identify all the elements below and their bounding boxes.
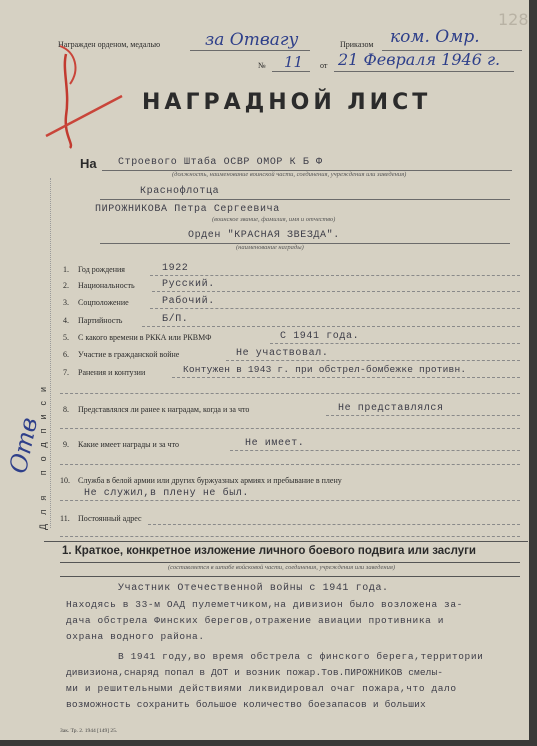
narrative-line: В 1941 году,во время обстрела с финского берега,территории	[118, 651, 484, 662]
archive-corner-number: 128	[498, 10, 529, 29]
field-value: Не имеет.	[245, 438, 305, 449]
name-caption: (воинское звание, фамилия, имя и отчество)	[212, 216, 336, 223]
field-label: Партийность	[78, 316, 123, 325]
narrative-line: ми и решительными действиями ликвидировал очаг пожара,что дало	[66, 683, 457, 694]
field-value: Б/П.	[162, 314, 189, 325]
field-value: Не представлялся	[338, 403, 444, 414]
side-handwritten-note: Отв	[4, 414, 44, 476]
award-caption: (наименование награды)	[236, 244, 304, 251]
field-label: Представлялся ли ранее к наградам, когда и за что	[78, 405, 250, 414]
field-value: Не служил,в плену не был.	[84, 488, 250, 499]
field-label: Ранения и контузии	[78, 368, 146, 377]
field-label: Участие в гражданской войне	[78, 350, 180, 359]
field-label: С какого времени в РККА или РКВМФ	[78, 333, 212, 342]
section1-caption: (составляется в штабе войсковой части, соединения, учреждения или заведения)	[168, 564, 396, 571]
narrative-line: дивизиона,снаряд попал в ДОТ и возник пожар.Тов.ПИРОЖНИКОВ смелы-	[66, 667, 444, 678]
field-value: С 1941 года.	[280, 331, 360, 342]
field-value: 1922	[162, 263, 189, 274]
section1-title: 1. Краткое, конкретное изложение личного боевого подвига или заслуги	[62, 545, 476, 557]
field-label: Соцположение	[78, 298, 129, 307]
scan-edge-right	[529, 0, 537, 746]
narrative-line: возможность сохранить большое количество боезапасов и больших	[66, 699, 426, 710]
field-label: Национальность	[78, 281, 135, 290]
narrative-line: Участник Отечественной войны с 1941 года.	[118, 583, 389, 594]
order-number-label: №	[258, 61, 266, 70]
red-pencil-mark	[40, 40, 130, 150]
rank-value: Краснофлотца	[140, 186, 220, 197]
narrative-line: охрана водного района.	[66, 631, 205, 642]
na-label: На	[80, 156, 97, 171]
awarded-by-label: Награжден орденом, медалью	[58, 40, 161, 49]
document-title: НАГРАДНОЙ ЛИСТ	[142, 90, 432, 115]
unit-caption: (должность, наименование воинской части, соединения, учреждения или заведения)	[172, 171, 407, 178]
field-value: Контужен в 1943 г. при обстрел-бомбежке противн.	[183, 364, 467, 375]
scan-edge-bottom	[0, 740, 537, 746]
name-value: ПИРОЖНИКОВА Петра Сергеевича	[95, 204, 280, 215]
narrative-line: дача обстрела Финских берегов,отражение авиации противника и	[66, 615, 445, 626]
field-value: Не участвовал.	[236, 348, 329, 359]
unit-value: Строевого Штаба ОСВР ОМОР К Б Ф	[118, 157, 323, 168]
award-sheet-page: 128 Награжден орденом, медалью за Отвагу Приказом ком. Омр. № 11 от 21 Февраля 1946 г. НАГРАДНОЙ ЛИСТ На Строевого Штаба ОСВР ОМОР К Б Ф (должность, наименование воинской части, соединения, учреждения или заведения) Краснофлотца ПИРОЖНИКОВА Петра Сергеевича (воинское звание, фамилия, имя и отчество) Орден "КРАСНАЯ ЗВЕЗДА". (наименование награды) Для подписи Отв 1. Год рождения 1922 2. Национальность Русский. 3. Соцположение Рабочий. 4. Партийность Б/П. 5. С какого времени в РККА или РКВМФ С 1941 года. 6. Участие в гражданской войне Не участвовал. 7. Ранения и контузии Контужен в 1943 г. при обстрел-бомбежке противн. 8. Представлялся ли ранее к наградам, когда и за что Не представлялся 9. Какие имеет награды и за что Не имеет. 10. Служба в белой армии или других буржуазных армиях и пребывание в плену Не служил,в плену не был. 11. Постоянный адрес 1. Краткое, конкретное изложение личного боевого подвига или заслуги (составляется в штабе войсковой части, соединения, учреждения или заведения) Участник Отечественной войны с 1941 года. Находясь в 33-м ОАД пулеметчиком,на дивизион было возложена за- дача обстрела Финских берегов,отражение авиации противника и охрана водного района. В 1941 году,во время обстрела с финского берега,территории дивизиона,снаряд попал в ДОТ и возник пожар.Тов.ПИРОЖНИКОВ смелы- ми и решительными действиями ликвидировал очаг пожара,что дало возможность сохранить большое количество боезапасов и больших Зак. Тр. 2. 1944 [149] 25.	[0, 0, 537, 746]
field-label: Служба в белой армии или других буржуазных армиях и пребывание в плену	[78, 476, 342, 485]
order-value: ком. Омр.	[390, 27, 480, 47]
order-date-value: 21 Февраля 1946 г.	[338, 50, 501, 69]
field-label: Постоянный адрес	[78, 514, 142, 523]
order-date-label: от	[320, 61, 328, 70]
order-label: Приказом	[340, 40, 374, 49]
awarded-by-value: за Отвагу	[205, 30, 299, 50]
signature-side-label: Для подписи	[38, 377, 48, 530]
award-value: Орден "КРАСНАЯ ЗВЕЗДА".	[188, 230, 340, 241]
field-value: Рабочий.	[162, 296, 215, 307]
order-number-value: 11	[284, 53, 304, 71]
field-label: Какие имеет награды и за что	[78, 440, 179, 449]
printer-imprint: Зак. Тр. 2. 1944 [149] 25.	[60, 728, 118, 734]
field-label: Год рождения	[78, 265, 125, 274]
narrative-line: Находясь в 33-м ОАД пулеметчиком,на дивизион было возложена за-	[66, 599, 463, 610]
field-value: Русский.	[162, 279, 215, 290]
